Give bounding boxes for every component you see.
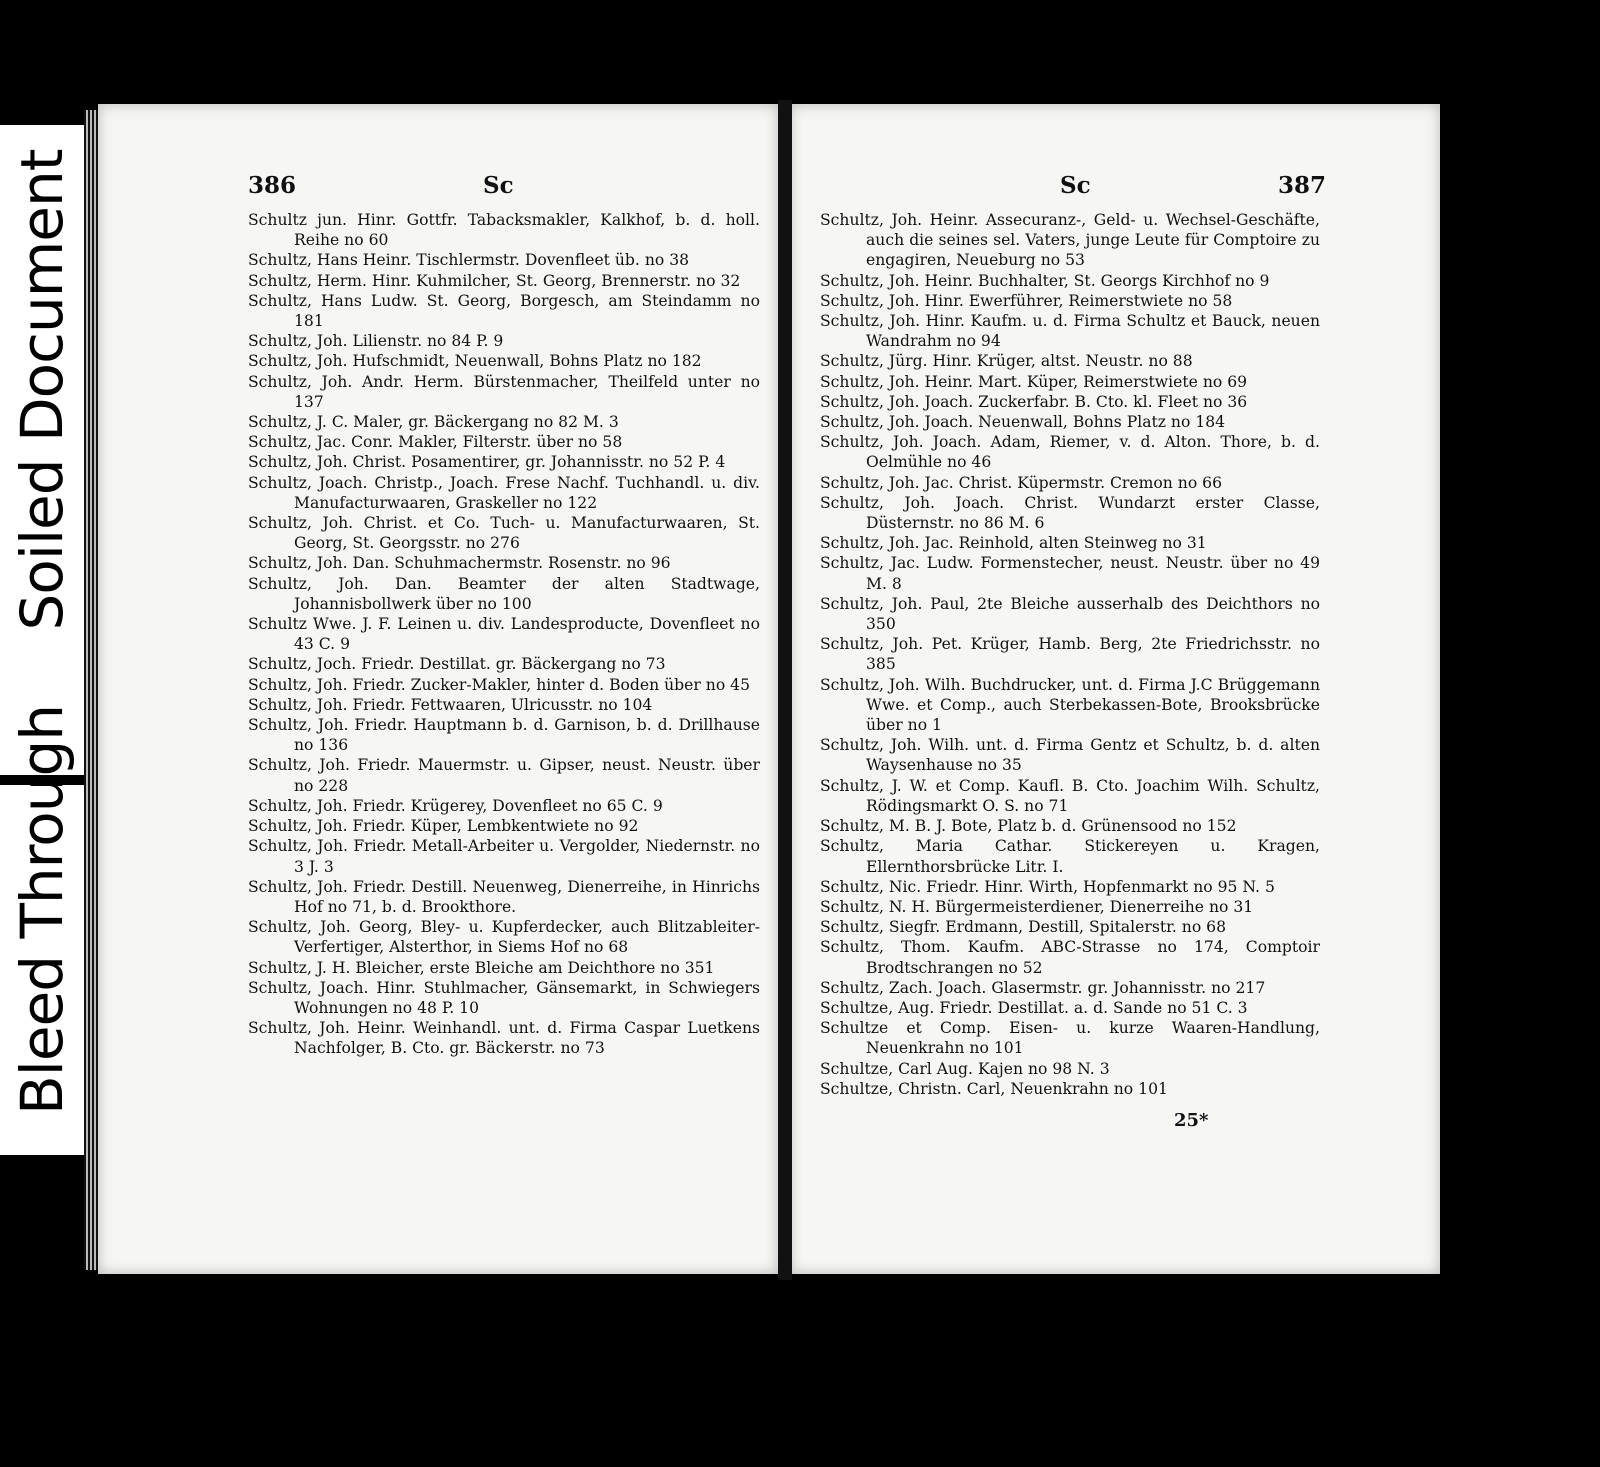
directory-entry: Schultz, Joh. Hinr. Ewerführer, Reimerstwiete no 58 bbox=[820, 291, 1233, 310]
directory-entry: Schultz, Jürg. Hinr. Krüger, altst. Neustr. no 88 bbox=[820, 352, 1193, 371]
ribbon-bottom bbox=[712, 1274, 802, 1467]
directory-entry: Schultz, Siegfr. Erdmann, Destill, Spitalerstr. no 68 bbox=[820, 918, 1227, 937]
directory-entry: Schultz, Joch. Friedr. Destillat. gr. Bäckergang no 73 bbox=[248, 655, 666, 674]
directory-entry: Schultz, Jac. Conr. Makler, Filterstr. über no 58 bbox=[248, 433, 623, 452]
directory-entry: Schultz, Thom. Kaufm. ABC-Strasse no 174, Comptoir Brodtschrangen no 52 bbox=[820, 938, 1320, 977]
directory-entry: Schultz, J. H. Bleicher, erste Bleiche am Deichthore no 351 bbox=[248, 958, 715, 977]
directory-entry: Schultz, Maria Cathar. Stickereyen u. Kragen, Ellernthorsbrücke Litr. I. bbox=[820, 837, 1320, 876]
soiled-document-label: Soiled Document bbox=[8, 149, 76, 631]
directory-entry: Schultz, Joh. Friedr. Krügerey, Dovenfleet no 65 C. 9 bbox=[248, 796, 663, 815]
directory-entry: Schultz, J. C. Maler, gr. Bäckergang no 82 M. 3 bbox=[248, 413, 619, 432]
directory-entry: Schultz, Zach. Joach. Glasermstr. gr. Johannisstr. no 217 bbox=[820, 978, 1266, 997]
directory-entry: Schultz, Joh. Heinr. Mart. Küper, Reimerstwiete no 69 bbox=[820, 372, 1248, 391]
directory-entry: Schultz, Joach. Hinr. Stuhlmacher, Gänsemarkt, in Schwiegers Wohnungen no 48 P. 10 bbox=[248, 978, 760, 1017]
directory-entry: Schultz, Joh. Hinr. Kaufm. u. d. Firma Schultz et Bauck, neuen Wandrahm no 94 bbox=[820, 312, 1320, 351]
directory-entry: Schultz, Joh. Friedr. Küper, Lembkentwiete no 92 bbox=[248, 817, 639, 836]
directory-entry: Schultz, Hans Ludw. St. Georg, Borgesch, am Steindamm no 181 bbox=[248, 291, 760, 331]
directory-entry: Schultz, Joh. Andr. Herm. Bürstenmacher, Theilfeld unter no 137 bbox=[248, 372, 760, 411]
directory-entry: Schultz, J. W. et Comp. Kaufl. B. Cto. Joachim Wilh. Schultz, Rödingsmarkt O. S. no 71 bbox=[820, 776, 1320, 815]
directory-entry: Schultz, Joh. Friedr. Mauermstr. u. Gipser, neust. Neustr. über no 228 bbox=[248, 756, 760, 795]
directory-entry: Schultz, Joh. Heinr. Weinhandl. unt. d. Firma Caspar Luetkens Nachfolger, B. Cto. gr. Bäckerstr. no 73 bbox=[248, 1019, 760, 1058]
directory-entry: Schultz, Joh. Hufschmidt, Neuenwall, Bohns Platz no 182 bbox=[248, 352, 702, 371]
directory-entry: Schultz, Herm. Hinr. Kuhmilcher, St. Georg, Brennerstr. no 32 bbox=[248, 271, 741, 290]
directory-entry: Schultze, Christn. Carl, Neuenkrahn no 101 bbox=[820, 1079, 1168, 1098]
right-page-header: Sc bbox=[1060, 172, 1091, 199]
directory-entry: Schultz, Jac. Ludw. Formenstecher, neust. Neustr. über no 49 M. 8 bbox=[820, 554, 1320, 593]
directory-entry: Schultz, Joh. Joach. Christ. Wundarzt erster Classe, Düsternstr. no 86 M. 6 bbox=[820, 493, 1320, 533]
right-page-number: 387 bbox=[1278, 172, 1327, 199]
directory-entry: Schultz, Joh. Friedr. Fettwaaren, Ulricusstr. no 104 bbox=[248, 695, 653, 714]
right-entry-list bbox=[820, 210, 1320, 1099]
directory-entry: Schultz, Joh. Jac. Reinhold, alten Steinweg no 31 bbox=[820, 534, 1207, 553]
directory-entry: Schultz, Joh. Christ. Posamentirer, gr. Johannisstr. no 52 P. 4 bbox=[248, 453, 726, 472]
directory-entry: Schultz, Joh. Heinr. Buchhalter, St. Georgs Kirchhof no 9 bbox=[820, 271, 1270, 290]
directory-entry: Schultz, Joh. Georg, Bley- u. Kupferdecker, auch Blitzableiter-Verfertiger, Alsterthor, in Siems Hof no 68 bbox=[248, 918, 760, 957]
directory-entry: Schultze et Comp. Eisen- u. kurze Waaren-Handlung, Neuenkrahn no 101 bbox=[820, 1019, 1320, 1058]
directory-entry: Schultz, N. H. Bürgermeisterdiener, Dienerreihe no 31 bbox=[820, 897, 1254, 916]
side-label-card bbox=[0, 125, 84, 1155]
directory-entry: Schultz, Joh. Heinr. Assecuranz-, Geld- u. Wechsel-Geschäfte, auch die seines sel. Vaters, junge Leute für Comptoire zu engagiren, Neueburg no 53 bbox=[820, 211, 1320, 270]
directory-entry: Schultz Wwe. J. F. Leinen u. div. Landesproducte, Dovenfleet no 43 C. 9 bbox=[248, 615, 760, 654]
directory-entry: Schultz, Joh. Christ. et Co. Tuch- u. Manufacturwaaren, St. Georg, St. Georgsstr. no 276 bbox=[248, 514, 760, 553]
directory-entry: Schultz, Hans Heinr. Tischlermstr. Dovenfleet üb. no 38 bbox=[248, 251, 690, 270]
directory-entry: Schultz, M. B. J. Bote, Platz b. d. Grünensood no 152 bbox=[820, 817, 1237, 836]
directory-entry: Schultz, Joh. Friedr. Metall-Arbeiter u. Vergolder, Niedernstr. no 3 J. 3 bbox=[248, 837, 760, 876]
directory-entry: Schultz, Joh. Paul, 2te Bleiche ausserhalb des Deichthors no 350 bbox=[820, 594, 1320, 634]
directory-entry: Schultz, Joh. Lilienstr. no 84 P. 9 bbox=[248, 332, 504, 351]
bleed-label-area bbox=[0, 665, 84, 1155]
directory-entry: Schultz, Joh. Friedr. Zucker-Makler, hinter d. Boden über no 45 bbox=[248, 675, 751, 694]
directory-entry: Schultz, Joh. Joach. Zuckerfabr. B. Cto. kl. Fleet no 36 bbox=[820, 392, 1248, 411]
directory-entry: Schultz, Joh. Wilh. unt. d. Firma Gentz et Schultz, b. d. alten Waysenhause no 35 bbox=[820, 736, 1320, 775]
book-spine bbox=[778, 100, 792, 1280]
directory-entry: Schultz, Joach. Christp., Joach. Frese Nachf. Tuchhandl. u. div. Manufacturwaaren, Graskeller no 122 bbox=[248, 473, 760, 512]
ribbon-top bbox=[712, 0, 802, 104]
directory-entry: Schultze, Aug. Friedr. Destillat. a. d. Sande no 51 C. 3 bbox=[820, 998, 1248, 1017]
signature-mark: 25* bbox=[1174, 1110, 1209, 1131]
directory-entry: Schultz, Joh. Friedr. Hauptmann b. d. Garnison, b. d. Drillhause no 136 bbox=[248, 716, 760, 755]
directory-entry: Schultz, Joh. Joach. Adam, Riemer, v. d. Alton. Thore, b. d. Oelmühle no 46 bbox=[820, 433, 1320, 472]
directory-entry: Schultz, Joh. Joach. Neuenwall, Bohns Platz no 184 bbox=[820, 413, 1226, 432]
directory-entry: Schultz, Joh. Pet. Krüger, Hamb. Berg, 2te Friedrichsstr. no 385 bbox=[820, 635, 1320, 674]
directory-entry: Schultz, Joh. Jac. Christ. Küpermstr. Cremon no 66 bbox=[820, 473, 1223, 492]
directory-entry: Schultz, Joh. Wilh. Buchdrucker, unt. d. Firma J.C Brüggemann Wwe. et Comp., auch Sterbekassen-Bote, Brooksbrücke über no 1 bbox=[820, 675, 1320, 735]
directory-entry: Schultze, Carl Aug. Kajen no 98 N. 3 bbox=[820, 1059, 1110, 1078]
directory-entry: Schultz, Nic. Friedr. Hinr. Wirth, Hopfenmarkt no 95 N. 5 bbox=[820, 877, 1275, 896]
directory-entry: Schultz, Joh. Dan. Beamter der alten Stadtwage, Johannisbollwerk über no 100 bbox=[248, 574, 760, 613]
left-entry-list bbox=[248, 210, 760, 1059]
soiled-label-area bbox=[0, 125, 84, 655]
left-page-header: Sc bbox=[483, 172, 514, 199]
directory-entry: Schultz, Joh. Friedr. Destill. Neuenweg, Dienerreihe, in Hinrichs Hof no 71, b. d. Brookthore. bbox=[248, 877, 760, 916]
left-page-number: 386 bbox=[248, 172, 297, 199]
directory-entry: Schultz, Joh. Dan. Schuhmachermstr. Rosenstr. no 96 bbox=[248, 554, 671, 573]
bleed-through-label: Bleed Through bbox=[8, 704, 76, 1116]
directory-entry: Schultz jun. Hinr. Gottfr. Tabacksmakler, Kalkhof, b. d. holl. Reihe no 60 bbox=[248, 211, 760, 250]
